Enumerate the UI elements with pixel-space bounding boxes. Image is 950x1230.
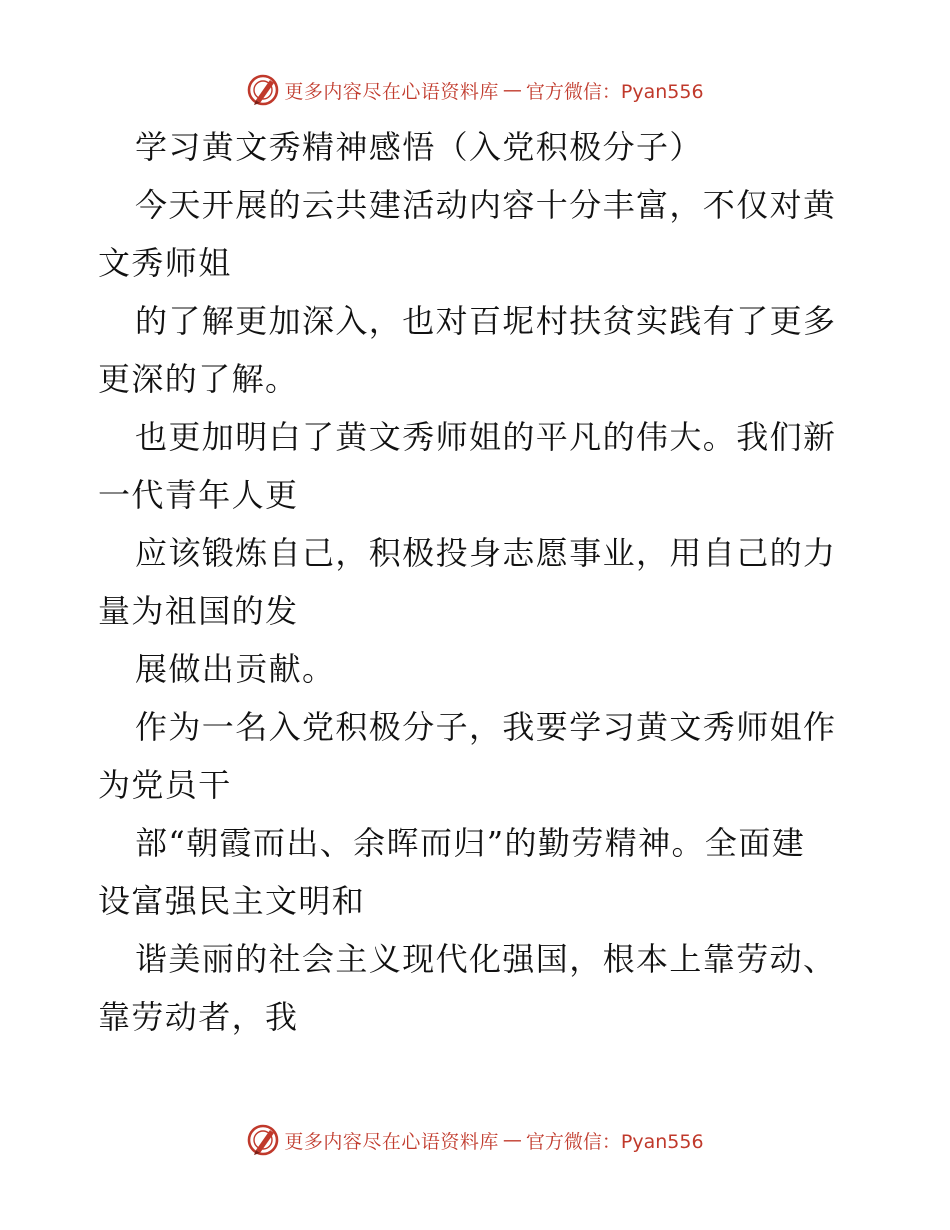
text-line: 文秀师姐: [98, 244, 232, 282]
text-line: 作为一名入党积极分子，我要学习黄文秀师姐作: [135, 708, 837, 746]
text-line: 更深的了解。: [98, 360, 299, 398]
watermark-separator: —: [502, 79, 522, 101]
watermark-wechat: 官方微信：Pyan556: [525, 1130, 704, 1153]
text-line: 靠劳动者，我: [98, 998, 299, 1036]
footer-watermark-inner: [246, 1123, 703, 1157]
watermark-text: 更多内容尽在心语资料库: [284, 1130, 499, 1153]
footer-watermark: [0, 1120, 950, 1160]
pen-logo-icon: [246, 1123, 280, 1157]
document-body: [98, 118, 858, 1046]
document-title: 学习黄文秀精神感悟（入党积极分子）: [135, 128, 703, 166]
text-line: 一代青年人更: [98, 476, 299, 514]
text-line: 今天开展的云共建活动内容十分丰富，不仅对黄: [135, 186, 837, 224]
watermark-text: 更多内容尽在心语资料库: [284, 80, 499, 103]
text-line: 为党员干: [98, 766, 232, 804]
pen-logo-icon: [246, 73, 280, 107]
text-line: 展做出贡献。: [135, 650, 336, 688]
text-line: 应该锻炼自己，积极投身志愿事业，用自己的力: [135, 534, 837, 572]
text-line: 部“朝霞而出、余晖而归”的勤劳精神。全面建: [135, 824, 806, 862]
watermark-separator: —: [502, 1129, 522, 1151]
header-watermark: [0, 70, 950, 110]
watermark-wechat: 官方微信：Pyan556: [525, 80, 704, 103]
text-line: 也更加明白了黄文秀师姐的平凡的伟大。我们新: [135, 418, 837, 456]
text-line: 谐美丽的社会主义现代化强国，根本上靠劳动、: [135, 940, 837, 978]
text-line: 的了解更加深入，也对百坭村扶贫实践有了更多: [135, 302, 837, 340]
text-line: 量为祖国的发: [98, 592, 299, 630]
header-watermark-inner: [246, 73, 703, 107]
text-line: 设富强民主文明和: [98, 882, 366, 920]
